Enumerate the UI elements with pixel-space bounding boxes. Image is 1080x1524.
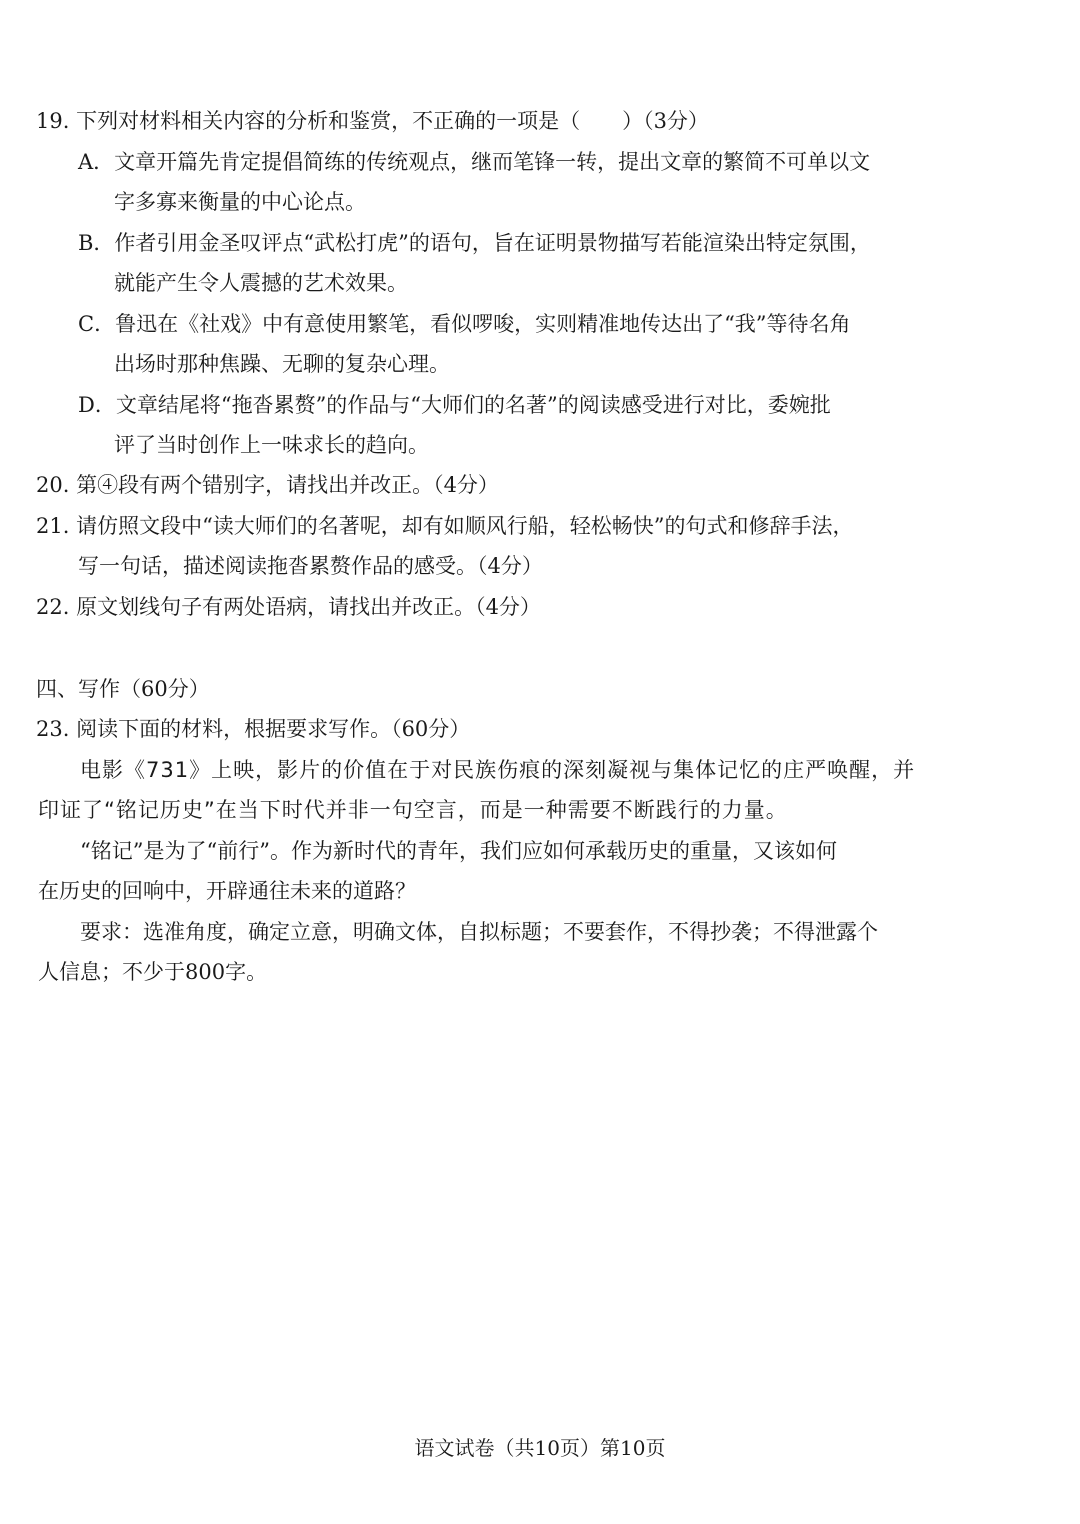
prompt-line1: “铭记”是为了“前行”。作为新时代的青年，我们应如何承载历史的重量，又该如何 (80, 839, 837, 863)
material-line1: 电影《731》上映，影片的价值在于对民族伤痕的深刻凝视与集体记忆的庄严唤醒，并 (80, 758, 916, 782)
section4-title: 四、写作（60分） (36, 677, 210, 701)
prompt-line2: 在历史的回响中，开辟通往未来的道路？ (38, 879, 416, 903)
q20-text: 20. 第④段有两个错别字，请找出并改正。（4分） (36, 473, 499, 497)
q22-text: 22. 原文划线句子有两处语病，请找出并改正。（4分） (36, 595, 541, 619)
q19-option-b-line1: B．作者引用金圣叹评点“武松打虎”的语句，旨在证明景物描写若能渲染出特定氛围， (78, 231, 871, 255)
q19-stem: 19. 下列对材料相关内容的分析和鉴赏，不正确的一项是（ ）（3分） (36, 109, 709, 133)
q19-option-c-line2: 出场时那种焦躁、无聊的复杂心理。 (114, 352, 450, 376)
q19-option-a-line1: A．文章开篇先肯定提倡简练的传统观点，继而笔锋一转，提出文章的繁简不可单以文 (78, 150, 871, 174)
material-line2: 印证了“铭记历史”在当下时代并非一句空言，而是一种需要不断践行的力量。 (38, 798, 788, 822)
q21-line1: 21. 请仿照文段中“读大师们的名著呢，却有如顺风行船，轻松畅快”的句式和修辞手法， (36, 514, 854, 538)
q19-option-b-line2: 就能产生令人震撼的艺术效果。 (114, 271, 408, 295)
q19-option-a-line2: 字多寡来衡量的中心论点。 (114, 190, 366, 214)
q23-stem: 23. 阅读下面的材料，根据要求写作。（60分） (36, 717, 471, 741)
q21-line2: 写一句话，描述阅读拖沓累赘作品的感受。（4分） (78, 554, 543, 578)
q19-option-c-line1: C．鲁迅在《社戏》中有意使用繁笔，看似啰唆，实则精准地传达出了“我”等待名角 (78, 312, 851, 336)
page-footer: 语文试卷（共10页）第10页 (414, 1436, 666, 1460)
q19-option-d-line1: D．文章结尾将“拖沓累赘”的作品与“大师们的名著”的阅读感受进行对比，委婉批 (78, 393, 831, 417)
requirements-line1: 要求：选准角度，确定立意，明确文体，自拟标题；不要套作，不得抄袭；不得泄露个 (80, 920, 878, 944)
requirements-line2: 人信息；不少于800字。 (38, 960, 268, 984)
q19-option-d-line2: 评了当时创作上一味求长的趋向。 (114, 433, 429, 457)
